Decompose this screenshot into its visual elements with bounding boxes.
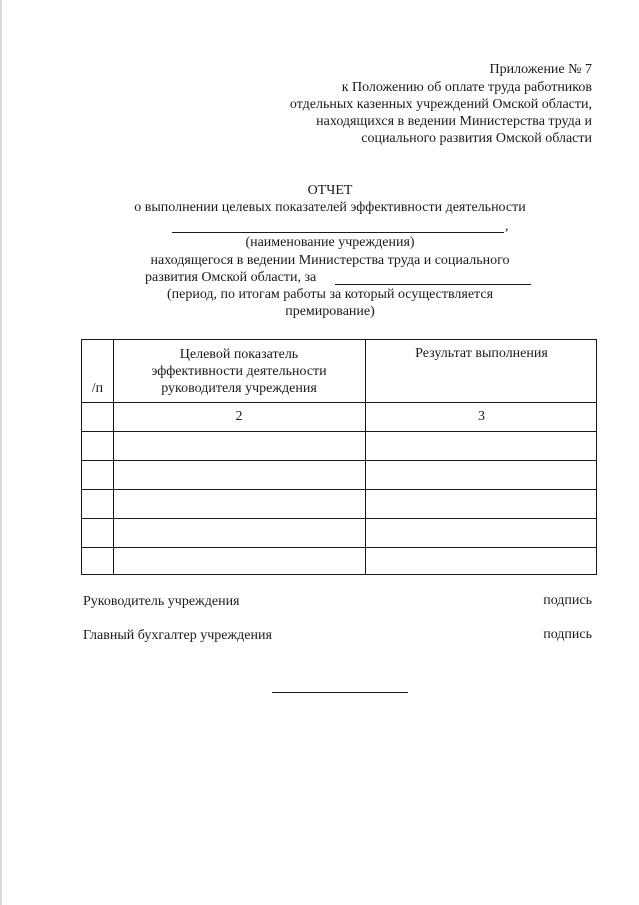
period-caption-line-1: (период, по итогам работы за который осуществляется [166,287,494,302]
header-line-1: к Положению об оплате труда работников [341,80,592,95]
row-divider-5 [82,547,596,548]
period-caption-line-2: премирование) [285,304,375,319]
column-header-result: Результат выполнения [415,346,548,361]
head-signature-field: подпись [543,593,592,608]
accountant-signature-label: Главный бухгалтер учреждения [83,628,272,643]
column-header-indicator-line-2: эффективности деятельности [151,364,327,379]
row-divider-header [82,402,596,403]
institution-caption: (наименование учреждения) [245,235,415,250]
row-divider-4 [82,518,596,519]
period-blank [335,284,531,285]
report-title: ОТЧЕТ [307,183,353,198]
scan-edge [0,0,2,905]
column-header-indicator-line-1: Целевой показатель [179,347,299,362]
column-number-2: 2 [235,409,243,424]
header-line-3: находящихся в ведении Министерства труда и [316,114,592,129]
appendix-number: Приложение № 7 [489,62,592,77]
header-line-4: социального развития Омской области [361,131,592,146]
ministry-line-2: развития Омской области, за [145,270,317,285]
row-divider-2 [82,460,596,461]
row-divider-1 [82,431,596,432]
institution-comma: , [505,219,509,234]
column-number-3: 3 [478,409,485,424]
report-subtitle: о выполнении целевых показателей эффективности деятельности [134,200,526,215]
head-signature-label: Руководитель учреждения [83,594,240,609]
ministry-line-1: находящегося в ведении Министерства труда и социального [150,253,510,268]
closing-separator [272,692,408,693]
row-divider-3 [82,489,596,490]
indicators-table [81,339,597,575]
column-header-indicator-line-3: руководителя учреждения [161,381,317,396]
institution-name-blank [172,232,504,233]
accountant-signature-field: подпись [543,627,592,642]
column-divider-2 [365,340,366,574]
column-header-number: /п [91,381,104,396]
header-line-2: отдельных казенных учреждений Омской области, [289,97,592,112]
